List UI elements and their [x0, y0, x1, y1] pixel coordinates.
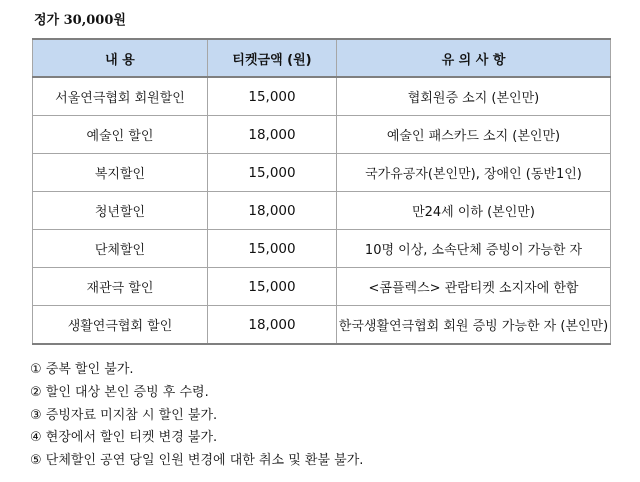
row-note: 10명 이상, 소속단체 증빙이 가능한 자: [337, 230, 611, 268]
row-amount: 15,000: [208, 230, 337, 268]
row-amount: 15,000: [208, 154, 337, 192]
note-item: ④ 현장에서 할인 티켓 변경 불가.: [30, 430, 218, 446]
table-row: [33, 192, 611, 230]
table-row: [33, 306, 611, 345]
row-note: 한국생활연극협회 회원 증빙 가능한 자 (본인만): [337, 306, 611, 345]
row-amount: 18,000: [208, 116, 337, 154]
row-content: 복지할인: [33, 154, 208, 192]
row-amount: 15,000: [208, 268, 337, 306]
note-item: ① 중복 할인 불가.: [30, 362, 134, 377]
row-content: 서울연극협회 회원할인: [33, 77, 208, 116]
row-amount: 18,000: [208, 192, 337, 230]
row-content: 생활연극협회 할인: [33, 306, 208, 345]
table-row: [33, 268, 611, 306]
header-amount: 티켓금액 (원): [208, 39, 337, 77]
row-amount: 15,000: [208, 77, 337, 116]
row-note: 국가유공자(본인만), 장애인 (동반1인): [337, 154, 611, 192]
header-note: 유 의 사 항: [337, 39, 611, 77]
note-item: ⑤ 단체할인 공연 당일 인원 변경에 대한 취소 및 환불 불가.: [30, 453, 364, 469]
table-row: [33, 154, 611, 192]
row-note: 만24세 이하 (본인만): [337, 192, 611, 230]
table-header-row: [33, 39, 611, 77]
row-note: 예술인 패스카드 소지 (본인만): [337, 116, 611, 154]
row-note: <콤플렉스> 관람티켓 소지자에 한함: [337, 268, 611, 306]
table-row: [33, 116, 611, 154]
notes-list: [30, 359, 363, 473]
row-content: 예술인 할인: [33, 116, 208, 154]
row-content: 청년할인: [33, 192, 208, 230]
header-content: 내 용: [33, 39, 208, 77]
row-content: 재관극 할인: [33, 268, 208, 306]
table-row: [33, 77, 611, 116]
discount-table: [32, 38, 611, 345]
row-amount: 18,000: [208, 306, 337, 345]
price-label: 정가 30,000원: [34, 13, 126, 28]
row-content: 단체할인: [33, 230, 208, 268]
row-note: 협회원증 소지 (본인만): [337, 77, 611, 116]
table-row: [33, 230, 611, 268]
note-item: ③ 증빙자료 미지참 시 할인 불가.: [30, 407, 218, 423]
note-item: ② 할인 대상 본인 증빙 후 수령.: [30, 384, 209, 400]
